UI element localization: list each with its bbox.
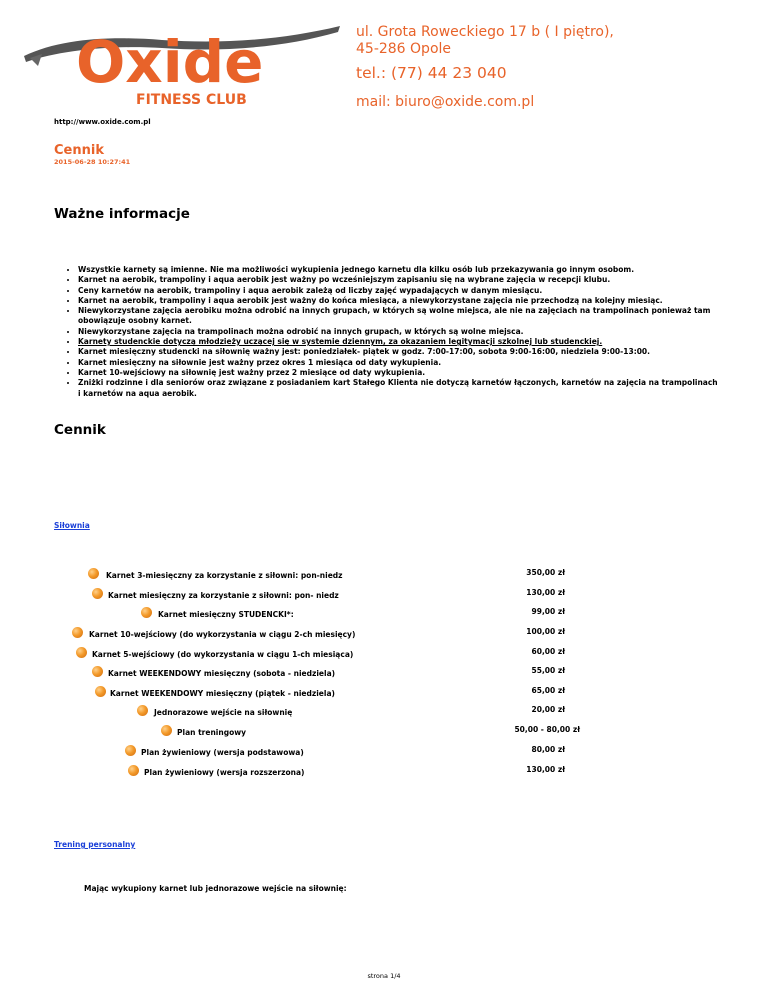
document-title: Cennik	[54, 143, 104, 158]
page-number: strona 1/4	[367, 972, 401, 980]
price-row-label: Karnet WEEKENDOWY miesięczny (sobota - niedziela)	[108, 669, 336, 678]
logo-text: Oxide	[76, 28, 264, 96]
document-date: 2015-06-28 10:27:41	[54, 158, 131, 166]
price-row-value: 20,00 zł	[531, 705, 565, 714]
price-row-label: Karnet WEEKENDOWY miesięczny (piątek - niedziela)	[110, 689, 335, 698]
orange-bullet-icon	[141, 607, 152, 618]
orange-bullet-icon	[161, 725, 172, 736]
price-row-label: Karnet miesięczny za korzystanie z siłowni: pon- niedz	[108, 591, 339, 600]
list-item: • Karnet na aerobik, trampoliny i aqua aerobik jest ważny po wcześniejszym zapisaniu się na wybrane zajęcia w recepcji klubu.	[78, 275, 718, 285]
logo-subtitle: FITNESS CLUB	[136, 92, 247, 108]
price-row-value: 100,00 zł	[526, 627, 565, 636]
list-item: • Karnet miesięczny studencki na siłownię ważny jest: poniedziałek- piątek w godz. 7:00-17:00, sobota 9:00-16:00, niedziela 9:00-13:00.	[78, 347, 718, 357]
gym-link[interactable]: Siłownia	[54, 521, 90, 530]
price-row-label: Plan treningowy	[177, 728, 247, 737]
email-address: mail: biuro@oxide.com.pl	[356, 94, 535, 110]
orange-bullet-icon	[88, 568, 99, 579]
price-row-label: Plan żywieniowy (wersja podstawowa)	[141, 748, 304, 757]
price-row-value: 55,00 zł	[531, 666, 565, 675]
pricing-heading: Cennik	[54, 422, 106, 438]
orange-bullet-icon	[72, 627, 83, 638]
orange-bullet-icon	[128, 765, 139, 776]
price-row-value: 130,00 zł	[526, 588, 565, 597]
orange-bullet-icon	[92, 588, 103, 599]
personal-training-note: Mając wykupiony karnet lub jednorazowe wejście na siłownię:	[84, 884, 347, 893]
address-line-2: 45-286 Opole	[356, 41, 452, 57]
list-item: • Niewykorzystane zajęcia na trampolinach można odrobić na innych grupach, w których są wolne miejsca.	[78, 327, 718, 337]
list-item: • Karnet miesięczny na siłownie jest ważny przez okres 1 miesiąca od daty wykupienia.	[78, 358, 718, 368]
site-url[interactable]: http://www.oxide.com.pl	[54, 118, 151, 126]
list-item: • Karnet na aerobik, trampoliny i aqua aerobik jest ważny do końca miesiąca, a niewykorzystane zajęcia nie przechodzą na kolejny miesiąc.	[78, 296, 718, 306]
price-row-label: Karnet miesięczny STUDENCKI*:	[158, 610, 294, 619]
price-row-label: Karnet 10-wejściowy (do wykorzystania w ciągu 2-ch miesięcy)	[89, 630, 356, 639]
list-item: • Niewykorzystane zajęcia aerobiku można odrobić na innych grupach, w których są wolne miejsca, ale nie na zajęciach na trampolinach ponieważ tam obowiązuje osobny karnet.	[78, 306, 718, 327]
orange-bullet-icon	[92, 666, 103, 677]
important-info-list	[60, 265, 718, 399]
orange-bullet-icon	[95, 686, 106, 697]
price-row-value: 50,00 - 80,00 zł	[514, 725, 580, 734]
orange-bullet-icon	[125, 745, 136, 756]
price-row-value: 99,00 zł	[531, 607, 565, 616]
price-row-value: 350,00 zł	[526, 568, 565, 577]
phone-number: tel.: (77) 44 23 040	[356, 64, 507, 82]
list-item: • Ceny karnetów na aerobik, trampoliny i aqua aerobik zależą od liczby zajęć wypadających w danym miesiącu.	[78, 286, 718, 296]
address-line-1: ul. Grota Roweckiego 17 b ( I piętro),	[356, 24, 614, 40]
price-row-value: 80,00 zł	[531, 745, 565, 754]
list-item: • Zniżki rodzinne i dla seniorów oraz związane z posiadaniem kart Stałego Klienta nie dotyczą karnetów łączonych, karnetów na zajęcia na trampolinach i karnetów na aqua aerobik.	[78, 378, 718, 399]
important-info-heading: Ważne informacje	[54, 206, 190, 222]
list-item: • Wszystkie karnety są imienne. Nie ma możliwości wykupienia jednego karnetu dla kilku osób lub przekazywania go innym osobom.	[78, 265, 718, 275]
list-item: • Karnety studenckie dotyczą młodzieży uczącej się w systemie dziennym, za okazaniem legitymacji szkolnej lub studenckiej.	[78, 337, 718, 347]
orange-bullet-icon	[76, 647, 87, 658]
price-row-value: 65,00 zł	[531, 686, 565, 695]
orange-bullet-icon	[137, 705, 148, 716]
personal-training-link[interactable]: Trening personalny	[54, 840, 136, 849]
price-row-value: 130,00 zł	[526, 765, 565, 774]
list-item: • Karnet 10-wejściowy na siłownię jest ważny przez 2 miesiące od daty wykupienia.	[78, 368, 718, 378]
oxide-logo	[22, 18, 342, 108]
price-row-label: Karnet 5-wejściowy (do wykorzystania w ciągu 1-ch miesiąca)	[92, 650, 354, 659]
price-row-value: 60,00 zł	[531, 647, 565, 656]
price-row-label: Jednorazowe wejście na siłownię	[154, 708, 293, 717]
price-row-label: Plan żywieniowy (wersja rozszerzona)	[144, 768, 305, 777]
price-row-label: Karnet 3-miesięczny za korzystanie z siłowni: pon-niedz	[106, 571, 343, 580]
